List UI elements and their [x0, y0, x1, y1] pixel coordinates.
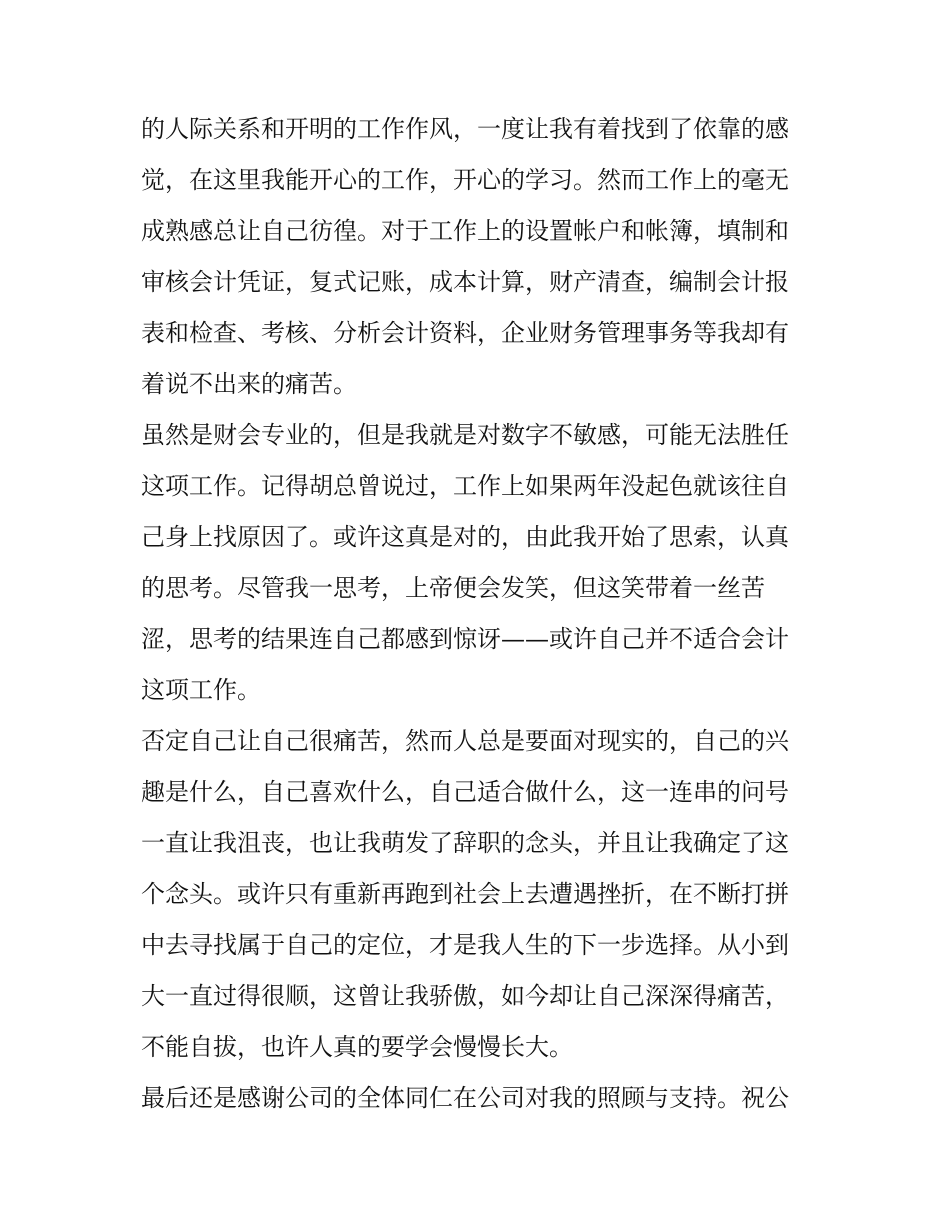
text-line: 一直让我沮丧，也让我萌发了辞职的念头，并且让我确定了这 [141, 829, 789, 857]
text-line: 这项工作。 [141, 676, 261, 704]
text-line: 的思考。尽管我一思考，上帝便会发笑，但这笑带着一丝苦 [141, 574, 765, 602]
text-line: 不能自拔，也许人真的要学会慢慢长大。 [141, 1033, 573, 1061]
body-text [141, 104, 813, 1124]
text-line: 最后还是感谢公司的全体同仁在公司对我的照顾与支持。祝公 [141, 1084, 789, 1112]
text-line: 趣是什么，自己喜欢什么，自己适合做什么，这一连串的问号 [141, 778, 789, 806]
text-line: 大一直过得很顺，这曾让我骄傲，如今却让自己深深得痛苦， [141, 982, 789, 1010]
text-line: 中去寻找属于自己的定位，才是我人生的下一步选择。从小到 [141, 931, 789, 959]
text-line: 个念头。或许只有重新再跑到社会上去遭遇挫折，在不断打拼 [141, 880, 789, 908]
text-line: 成熟感总让自己彷徨。对于工作上的设置帐户和帐簿，填制和 [141, 217, 789, 245]
text-line: 着说不出来的痛苦。 [141, 370, 357, 398]
text-line: 涩，思考的结果连自己都感到惊讶——或许自己并不适合会计 [141, 625, 789, 653]
text-line: 虽然是财会专业的，但是我就是对数字不敏感，可能无法胜任 [141, 421, 789, 449]
text-line: 这项工作。记得胡总曾说过，工作上如果两年没起色就该往自 [141, 472, 789, 500]
text-line: 否定自己让自己很痛苦，然而人总是要面对现实的，自己的兴 [141, 727, 789, 755]
text-line: 己身上找原因了。或许这真是对的，由此我开始了思索，认真 [141, 523, 789, 551]
text-line: 的人际关系和开明的工作作风，一度让我有着找到了依靠的感 [141, 115, 789, 143]
text-line: 审核会计凭证，复式记账，成本计算，财产清查，编制会计报 [141, 268, 789, 296]
text-line: 觉，在这里我能开心的工作，开心的学习。然而工作上的毫无 [141, 166, 789, 194]
text-line: 表和检查、考核、分析会计资料，企业财务管理事务等我却有 [141, 319, 789, 347]
